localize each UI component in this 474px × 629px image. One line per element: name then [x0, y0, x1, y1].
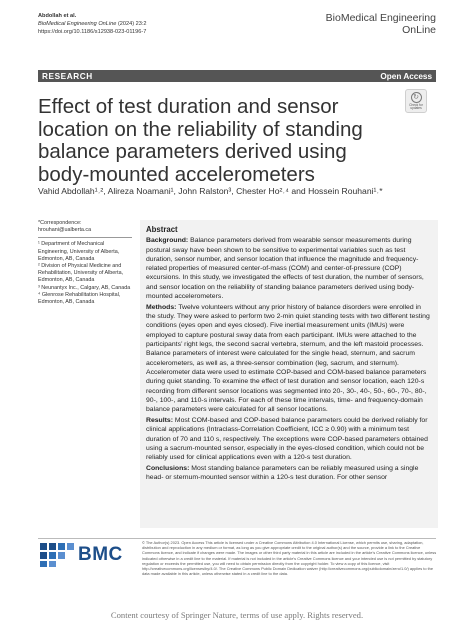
- header-journal-ref: (2024) 23:2: [117, 21, 147, 27]
- results-text: Most COM-based and COP-based balance parameters could be derived reliably for clinical applications (Intraclass-Correlation Coefficient, ICC ≥ 0.90) with a minimum test duration of 70 and 110 s, respectively. The exceptions were COP-based parameters obtained using a sacrum-mounted sensor, especially in the eyes-closed condition, which could not be reliably used for clinical applications even with a 120-s test duration.: [146, 416, 428, 462]
- abstract-results: [146, 416, 432, 462]
- header-authors: Abdollah et al.: [38, 13, 77, 19]
- author-list: Vahid Abdollah¹˒², Alireza Noamani¹, John Ralston³, Chester Ho²˒⁴ and Hossein Rouhani¹˒*: [38, 186, 383, 196]
- bmc-logo-text: BMC: [78, 544, 123, 565]
- abstract-box: [140, 220, 438, 528]
- affiliations-divider: [38, 237, 132, 238]
- abstract-conclusions: [146, 464, 432, 483]
- abstract-methods: [146, 303, 432, 415]
- journal-name-line2: OnLine: [402, 24, 436, 36]
- conclusions-text: Most standing balance parameters can be reliably measured using a single head- or sternum-mounted sensor within a 120-s test duration. For other sensor: [146, 464, 419, 482]
- journal-name-line1: BioMedical Engineering: [325, 12, 436, 24]
- open-access-label: Open Access: [380, 71, 432, 81]
- conclusions-label: Conclusions:: [146, 464, 190, 472]
- running-header-left: [38, 12, 147, 36]
- methods-text: Twelve volunteers without any prior history of balance disorders were enrolled in the study. They were asked to perform two 2-min quiet standing tests with two different testing conditions (eyes open and eyes closed). Five inertial measurement units (IMUs) were employed to capture postural sway data from each participant. IMUs were attached to the participants’ right legs, the second sacral vertebra, sternum, and the left mastoid processes. Balance parameters of interest were calculated for the single head, sternum, and sacrum accelerometers, as well as, a three-sensor combination (leg, sacrum, and sternum). Accelerometer data were used to estimate COP-based and COM-based balance parameters during quiet standing. To examine the effect of test duration and sensor location, each 120-s recording from different sensor locations was segmented into 20-, 30-, 40-, 50-, 60-, 70-, 80-, 90-, 100-, and 110-s intervals. For each of these time intervals, time- and frequency-domain balance parameters were calculated for all sensor locations.: [146, 303, 430, 414]
- results-label: Results:: [146, 416, 174, 424]
- background-label: Background:: [146, 237, 189, 245]
- methods-label: Methods:: [146, 303, 177, 311]
- license-text: © The Author(s) 2023. Open Access This article is licensed under a Creative Commons Attribution 4.0 International License, which permits use, sharing, adaptation, distribution and reproduction in any medium or format, as long as you give appropriate credit to the original author(s) and the source, provide a link to the Creative Commons licence, and indicate if changes were made. The images or other third party material in this article are included in the article’s Creative Commons licence, unless indicated otherwise in a credit line to the material. If material is not included in the article’s Creative Commons licence and your intended use is not permitted by statutory regulation or exceeds the permitted use, you will need to obtain permission directly from the copyright holder. To view a copy of this licence, visit http://creativecommons.org/licenses/by/4.0/. The Creative Commons Public Domain Dedication waiver (http://creativecommons.org/publicdomain/zero/1.0/) applies to the data made available in this article, unless otherwise stated in a credit line to the data.: [142, 540, 437, 577]
- journal-name: [326, 12, 436, 36]
- footer-divider: [38, 538, 436, 539]
- correspondence-email[interactable]: hrouhani@ualberta.ca: [38, 227, 92, 234]
- check-for-updates-badge[interactable]: [405, 89, 427, 113]
- abstract-background: [146, 236, 432, 301]
- article-type-label: RESEARCH: [42, 71, 93, 81]
- header-doi-link[interactable]: https://doi.org/10.1186/s12938-023-01196-7: [38, 29, 147, 35]
- header-journal: BioMedical Engineering OnLine: [38, 21, 117, 27]
- affiliation-1: ¹ Department of Mechanical Engineering, University of Alberta, Edmonton, AB, Canada: [38, 241, 120, 262]
- bmc-logo: [40, 542, 140, 568]
- bmc-logo-mark-icon: [40, 543, 74, 567]
- abstract-heading: Abstract: [146, 225, 178, 234]
- springer-courtesy-notice: Content courtesy of Springer Nature, terms of use apply. Rights reserved.: [110, 610, 364, 620]
- affiliation-4: ⁴ Glenrose Rehabilitation Hospital, Edmonton, AB, Canada: [38, 291, 121, 306]
- article-title: Effect of test duration and sensor location on the reliability of standing balance parameters derived using body-mounted accelerometers: [38, 95, 363, 186]
- background-text: Balance parameters derived from wearable sensor measurements during postural sway have been shown to be sensitive to experimental variables such as test duration, sensor number, and sensor location that influence the magnitude and frequency-related properties of measured center-of-mass (COM) and center-of-pressure (COP) excursions. In this study, we investigated the effects of test duration, the number of sensors, and sensor location on the reliability of standing balance parameters derived using body-mounted accelerometers.: [146, 237, 424, 301]
- article-type-banner: [38, 70, 436, 82]
- check-for-updates-label: Check for updates: [409, 102, 423, 110]
- correspondence-label: *Correspondence:: [38, 220, 82, 226]
- check-for-updates-icon: ↻: [411, 92, 422, 103]
- affiliation-2: ² Division of Physical Medicine and Rehabilitation, University of Alberta, Edmonton, AB, Canada: [38, 263, 124, 284]
- affiliation-3: ³ Neunantyx Inc., Calgary, AB, Canada: [38, 284, 131, 291]
- affiliations-column: [38, 220, 132, 306]
